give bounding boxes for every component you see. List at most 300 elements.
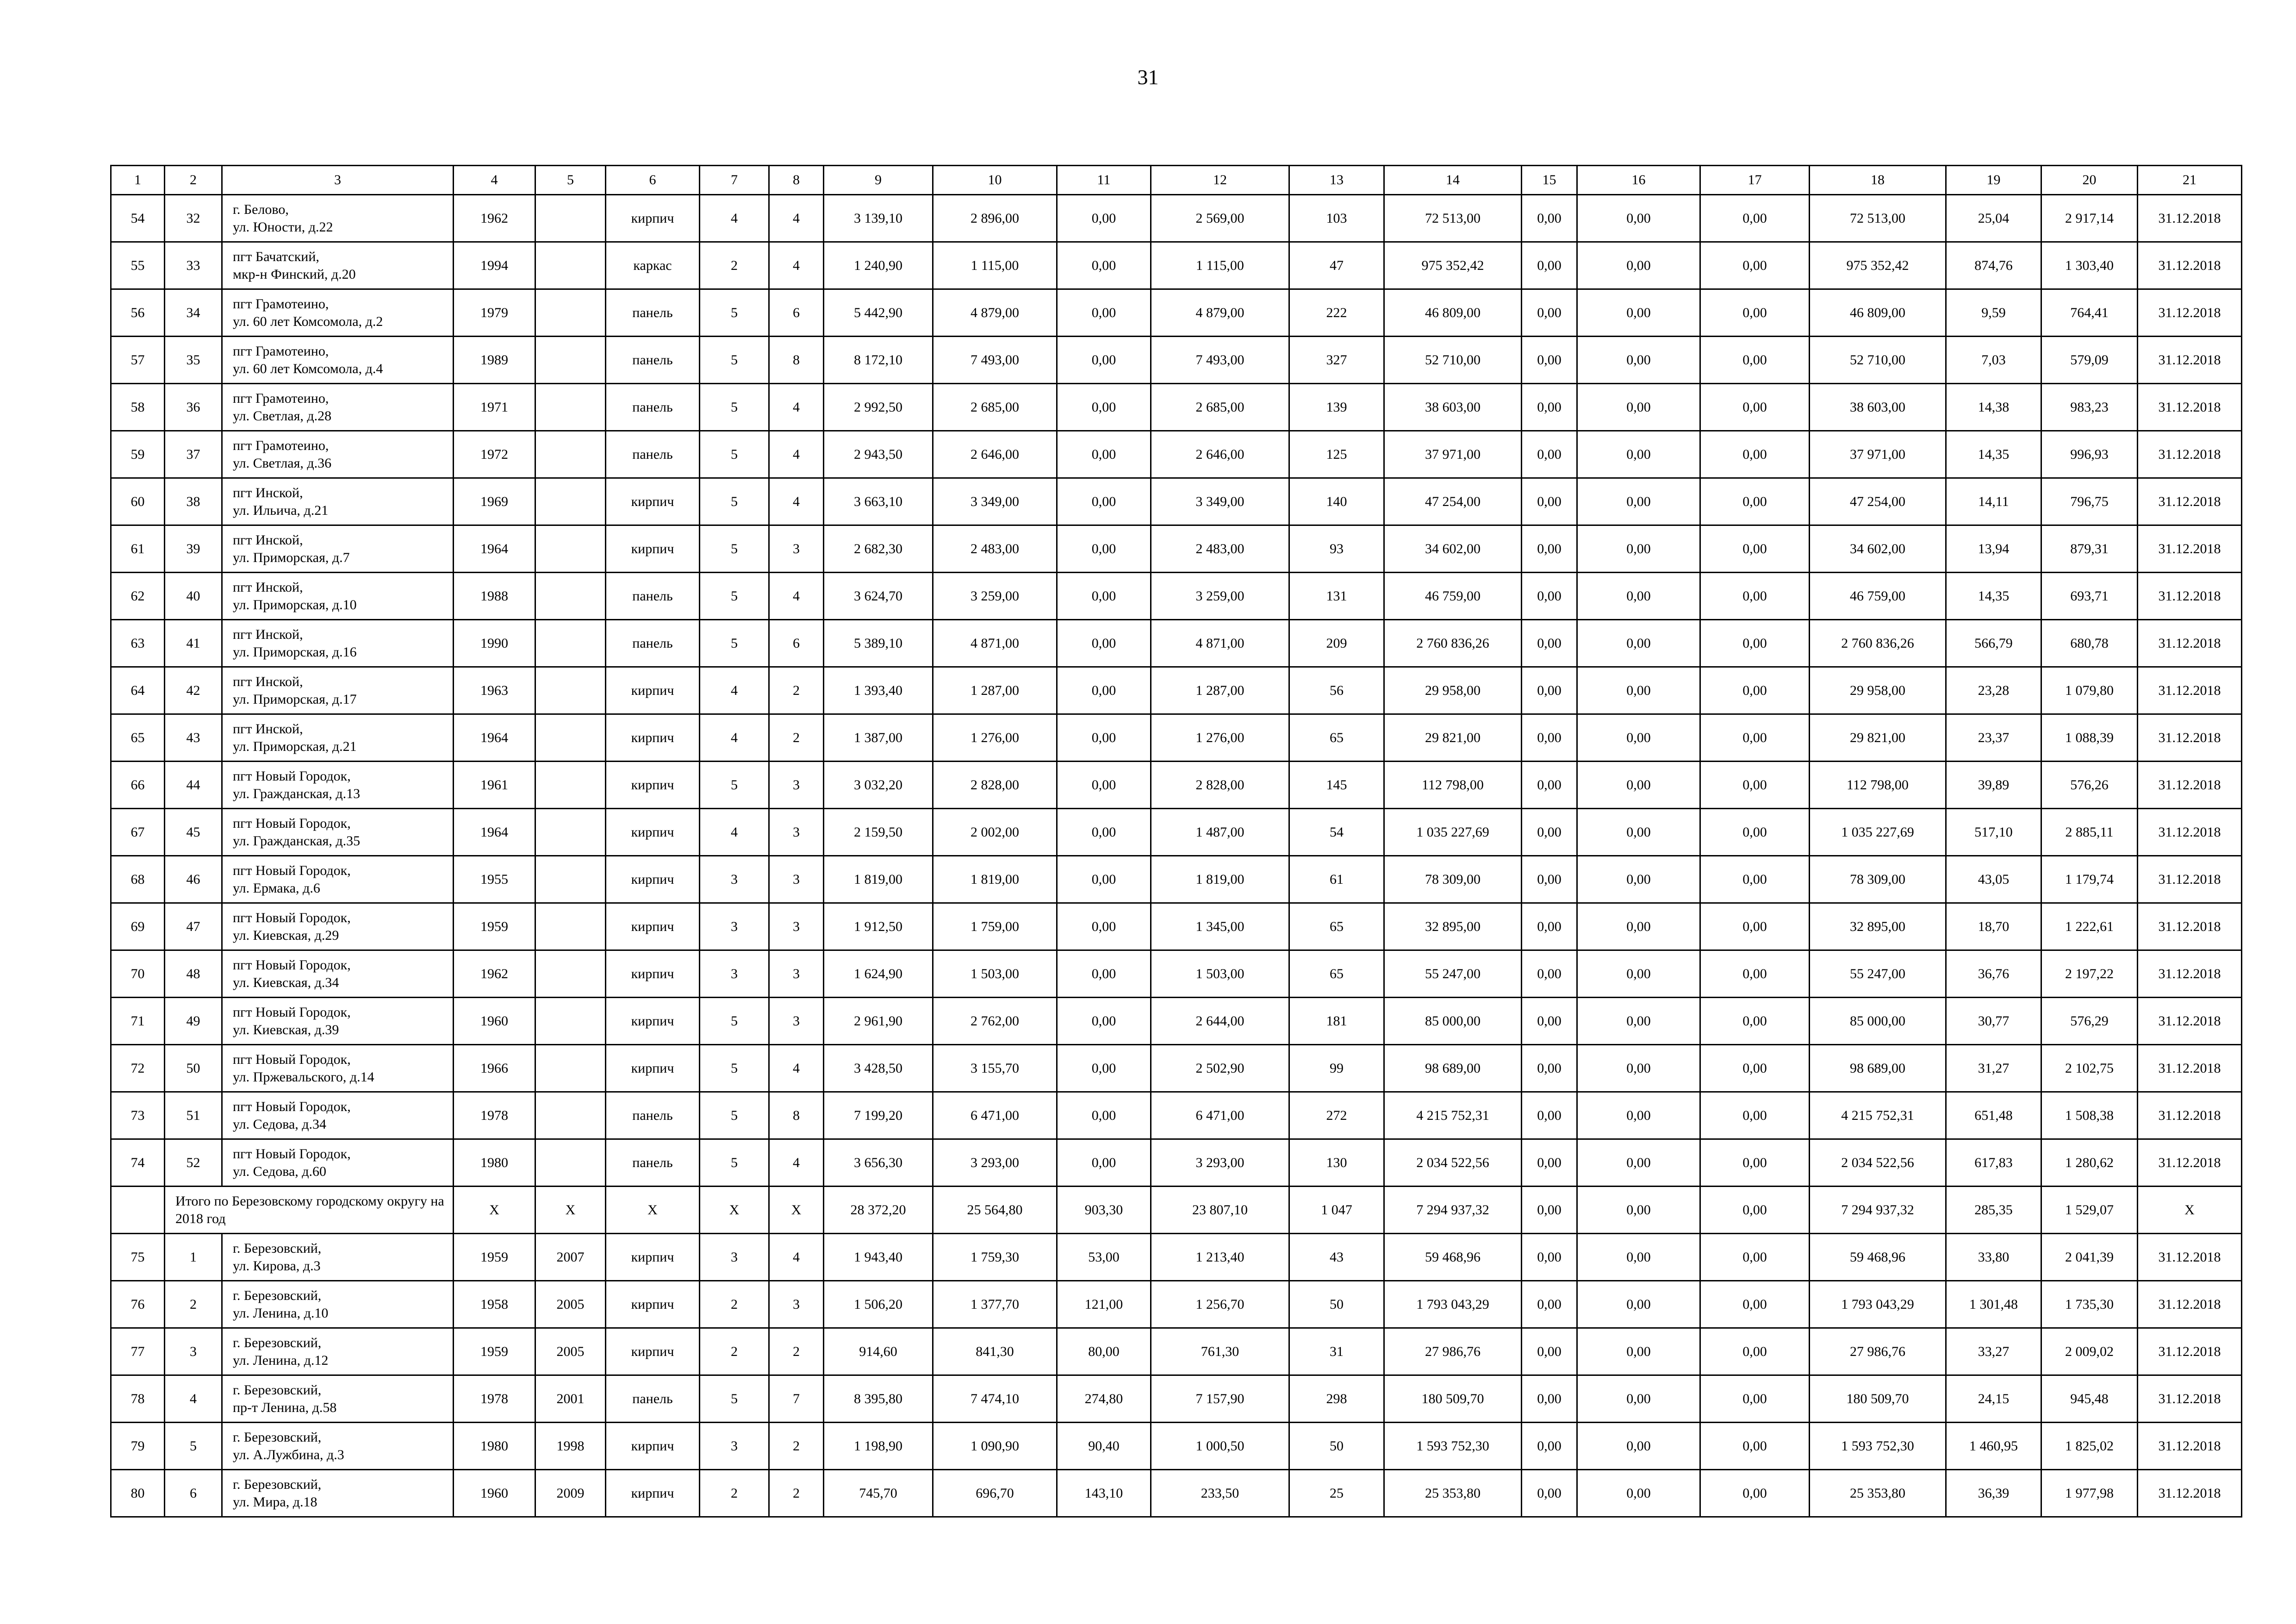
table-cell: панель [606,1139,700,1187]
table-cell: 125 [1289,431,1384,478]
address-cell: пгт Новый Городок, ул. Киевская, д.34 [222,950,454,998]
table-cell: 2 885,11 [2041,809,2138,856]
table-cell: 1955 [454,856,535,903]
total-cell: X [606,1187,700,1234]
table-cell [535,762,606,809]
address-cell: пгт Грамотеино, ул. 60 лет Комсомола, д.2 [222,289,454,337]
table-row [111,809,2242,856]
table-cell: 31 [1289,1328,1384,1375]
table-cell: 0,00 [1577,1092,1700,1139]
address-cell: пгт Грамотеино, ул. Светлая, д.28 [222,384,454,431]
table-cell: 61 [111,525,165,573]
table-cell: 39 [165,525,222,573]
table-cell: 680,78 [2041,620,2138,667]
table-cell: панель [606,384,700,431]
table-row [111,431,2242,478]
table-cell: 0,00 [1522,620,1577,667]
table-cell: 2 [700,1328,769,1375]
table-cell: 576,26 [2041,762,2138,809]
table-cell: 1 [165,1234,222,1281]
table-cell: 0,00 [1700,998,1810,1045]
table-row [111,289,2242,337]
table-cell: 35 [165,337,222,384]
table-cell: 50 [1289,1423,1384,1470]
table-cell: 112 798,00 [1810,762,1946,809]
table-cell: 1 624,90 [824,950,933,998]
table-cell: 1 377,70 [933,1281,1057,1328]
table-cell: 4 [769,195,824,242]
table-cell: 3 349,00 [1151,478,1289,525]
table-cell: 4 [165,1375,222,1423]
table-cell: 1980 [454,1423,535,1470]
table-cell: 2 682,30 [824,525,933,573]
table-cell: 72 513,00 [1810,195,1946,242]
table-cell: 2 [700,1281,769,1328]
table-cell: 0,00 [1700,1045,1810,1092]
table-cell: 65 [1289,903,1384,950]
table-cell: 3 293,00 [1151,1139,1289,1187]
table-cell: 1960 [454,998,535,1045]
table-cell: 1 222,61 [2041,903,2138,950]
table-cell: 5 389,10 [824,620,933,667]
table-cell: 0,00 [1700,856,1810,903]
table-cell: 31.12.2018 [2138,950,2242,998]
table-cell: 1 977,98 [2041,1470,2138,1517]
table-cell: 90,40 [1057,1423,1151,1470]
table-cell: 3 [769,1281,824,1328]
table-cell: 78 [111,1375,165,1423]
address-cell: пгт Инской, ул. Ильича, д.21 [222,478,454,525]
table-cell: 180 509,70 [1384,1375,1522,1423]
table-cell: 38 [165,478,222,525]
column-number: 4 [454,166,535,195]
table-cell: 0,00 [1577,1375,1700,1423]
column-number: 17 [1700,166,1810,195]
table-cell: 0,00 [1057,714,1151,762]
table-cell: 3 139,10 [824,195,933,242]
table-cell: кирпич [606,762,700,809]
column-number: 14 [1384,166,1522,195]
table-cell: панель [606,620,700,667]
table-cell: 77 [111,1328,165,1375]
table-cell: 0,00 [1522,1423,1577,1470]
table-cell: 65 [111,714,165,762]
table-cell: 3 [769,809,824,856]
column-number: 16 [1577,166,1700,195]
table-cell: 975 352,42 [1384,242,1522,289]
table-cell: 0,00 [1700,289,1810,337]
table-cell: 2 760 836,26 [1810,620,1946,667]
table-cell: 0,00 [1057,195,1151,242]
table-cell: 85 000,00 [1384,998,1522,1045]
table-cell: 3 [769,903,824,950]
table-cell: 36 [165,384,222,431]
table-cell: 60 [111,478,165,525]
table-cell [535,573,606,620]
table-cell: 696,70 [933,1470,1057,1517]
table-cell: 3 259,00 [933,573,1057,620]
table-cell: 5 442,90 [824,289,933,337]
table-cell: кирпич [606,998,700,1045]
table-cell: 983,23 [2041,384,2138,431]
table-cell: 975 352,42 [1810,242,1946,289]
table-cell: 23,28 [1946,667,2041,714]
table-cell: 4 [769,242,824,289]
table-cell: панель [606,289,700,337]
column-number: 2 [165,166,222,195]
table-cell: 43,05 [1946,856,2041,903]
table-cell: 31.12.2018 [2138,856,2242,903]
table-cell: 2 [769,1328,824,1375]
table-cell: кирпич [606,856,700,903]
table-cell: 576,29 [2041,998,2138,1045]
table-cell: 23,37 [1946,714,2041,762]
table-cell: 0,00 [1522,242,1577,289]
table-cell: 64 [111,667,165,714]
table-cell: 4 [700,195,769,242]
table-cell: 0,00 [1522,1045,1577,1092]
table-cell: 5 [700,525,769,573]
table-cell: 1959 [454,1234,535,1281]
table-cell: 4 [769,1139,824,1187]
table-cell: 1978 [454,1375,535,1423]
table-cell: 0,00 [1700,1375,1810,1423]
table-cell: 6 471,00 [1151,1092,1289,1139]
table-cell: 3 663,10 [824,478,933,525]
table-cell [535,903,606,950]
table-cell: 1 115,00 [1151,242,1289,289]
table-cell: 0,00 [1057,1045,1151,1092]
table-cell: 1989 [454,337,535,384]
table-cell [535,384,606,431]
table-cell: 2 483,00 [933,525,1057,573]
table-cell: 121,00 [1057,1281,1151,1328]
table-row [111,998,2242,1045]
table-cell: 52 [165,1139,222,1187]
table-row [111,667,2242,714]
table-cell: 75 [111,1234,165,1281]
table-cell: 1 508,38 [2041,1092,2138,1139]
table-cell: 73 [111,1092,165,1139]
table-cell: 59 468,96 [1810,1234,1946,1281]
table-cell: 80 [111,1470,165,1517]
table-cell: 1 287,00 [933,667,1057,714]
address-cell: пгт Инской, ул. Приморская, д.16 [222,620,454,667]
table-cell: 0,00 [1057,998,1151,1045]
table-cell: 31.12.2018 [2138,1423,2242,1470]
table-row [111,1139,2242,1187]
table-cell: 5 [700,573,769,620]
table-cell: 0,00 [1577,998,1700,1045]
table-cell: 31.12.2018 [2138,1281,2242,1328]
table-cell: 31.12.2018 [2138,998,2242,1045]
table-cell: 0,00 [1057,431,1151,478]
table-cell: 4 879,00 [933,289,1057,337]
table-cell: 1 035 227,69 [1384,809,1522,856]
table-cell: 1994 [454,242,535,289]
table-cell: 0,00 [1577,620,1700,667]
column-number: 19 [1946,166,2041,195]
table-cell: 18,70 [1946,903,2041,950]
table-cell: 1 213,40 [1151,1234,1289,1281]
table-cell [535,998,606,1045]
column-number: 21 [2138,166,2242,195]
table-cell: 63 [111,620,165,667]
table-cell: 45 [165,809,222,856]
table-cell: 47 254,00 [1810,478,1946,525]
table-cell: 3 [165,1328,222,1375]
table-cell: 0,00 [1522,1470,1577,1517]
table-cell: 27 986,76 [1384,1328,1522,1375]
table-cell: 0,00 [1522,431,1577,478]
table-cell: 5 [700,1092,769,1139]
table-cell: 5 [700,289,769,337]
table-cell: 34 602,00 [1810,525,1946,573]
table-cell: 1979 [454,289,535,337]
table-cell: кирпич [606,1045,700,1092]
table-cell: 65 [1289,714,1384,762]
table-cell: 47 254,00 [1384,478,1522,525]
table-cell: 764,41 [2041,289,2138,337]
table-row [111,384,2242,431]
table-cell: 31.12.2018 [2138,1045,2242,1092]
table-row [111,903,2242,950]
table-cell: 0,00 [1577,762,1700,809]
table-cell: 2007 [535,1234,606,1281]
table-cell: 50 [1289,1281,1384,1328]
table-cell: 9,59 [1946,289,2041,337]
column-number: 13 [1289,166,1384,195]
table-cell: 2 760 836,26 [1384,620,1522,667]
table-cell: кирпич [606,1281,700,1328]
table-cell: 0,00 [1522,762,1577,809]
total-cell: 7 294 937,32 [1384,1187,1522,1234]
table-cell: 6 [769,289,824,337]
table-cell: 841,30 [933,1328,1057,1375]
total-cell: 903,30 [1057,1187,1151,1234]
table-cell: 0,00 [1700,1092,1810,1139]
table-cell: 103 [1289,195,1384,242]
table-cell: 4 215 752,31 [1810,1092,1946,1139]
table-cell: 36,39 [1946,1470,2041,1517]
table-row [111,856,2242,903]
table-row [111,1470,2242,1517]
table-cell: 36,76 [1946,950,2041,998]
table-cell: 2 828,00 [933,762,1057,809]
total-cell: X [700,1187,769,1234]
table-cell: 29 821,00 [1810,714,1946,762]
table-cell: 31.12.2018 [2138,903,2242,950]
table-cell: 31.12.2018 [2138,1328,2242,1375]
table-row [111,573,2242,620]
table-body [111,166,2242,1517]
table-cell: 46 809,00 [1384,289,1522,337]
table-cell: кирпич [606,667,700,714]
table-cell: 1 079,80 [2041,667,2138,714]
table-cell [535,809,606,856]
table-cell: 2 644,00 [1151,998,1289,1045]
table-cell: 34 602,00 [1384,525,1522,573]
address-cell: пгт Грамотеино, ул. Светлая, д.36 [222,431,454,478]
address-cell: г. Березовский, ул. Мира, д.18 [222,1470,454,1517]
table-cell: 2 [165,1281,222,1328]
column-number: 3 [222,166,454,195]
table-cell: 42 [165,667,222,714]
table-cell: 31.12.2018 [2138,1375,2242,1423]
table-cell: 40 [165,573,222,620]
address-cell: г. Березовский, пр-т Ленина, д.58 [222,1375,454,1423]
table-cell: 693,71 [2041,573,2138,620]
table-cell: 0,00 [1700,1423,1810,1470]
table-cell: 2 034 522,56 [1810,1139,1946,1187]
table-cell: 4 [700,809,769,856]
total-cell: X [535,1187,606,1234]
table-cell: 0,00 [1522,998,1577,1045]
table-cell: 99 [1289,1045,1384,1092]
table-cell: 56 [1289,667,1384,714]
address-cell: пгт Инской, ул. Приморская, д.17 [222,667,454,714]
table-cell: 38 603,00 [1384,384,1522,431]
table-cell: 796,75 [2041,478,2138,525]
table-cell: 72 513,00 [1384,195,1522,242]
table-cell: 1959 [454,1328,535,1375]
table-cell: панель [606,573,700,620]
table-cell: 0,00 [1057,1092,1151,1139]
table-cell: 5 [700,337,769,384]
table-cell [535,242,606,289]
table-cell: 27 986,76 [1810,1328,1946,1375]
total-cell: 285,35 [1946,1187,2041,1234]
table-cell: 1 759,30 [933,1234,1057,1281]
table-cell: 1 090,90 [933,1423,1057,1470]
total-cell: 28 372,20 [824,1187,933,1234]
table-cell: 55 [111,242,165,289]
table-cell: 14,35 [1946,573,2041,620]
table-cell [535,478,606,525]
table-cell: 272 [1289,1092,1384,1139]
table-cell: 33,80 [1946,1234,2041,1281]
table-cell: 6 471,00 [933,1092,1057,1139]
table-cell: 3 [769,950,824,998]
table-cell: 0,00 [1522,856,1577,903]
table-cell: 145 [1289,762,1384,809]
column-number: 12 [1151,166,1289,195]
table-cell: 32 [165,195,222,242]
table-row [111,714,2242,762]
table-cell: 0,00 [1577,1281,1700,1328]
table-cell: 131 [1289,573,1384,620]
table-cell: кирпич [606,950,700,998]
table-cell: 0,00 [1577,1234,1700,1281]
table-cell: 1990 [454,620,535,667]
table-cell: 4 871,00 [933,620,1057,667]
table-cell: 617,83 [1946,1139,2041,1187]
table-cell: 0,00 [1700,525,1810,573]
table-row [111,1281,2242,1328]
table-cell: кирпич [606,809,700,856]
table-row [111,620,2242,667]
column-number: 20 [2041,166,2138,195]
table-cell: 2 569,00 [1151,195,1289,242]
table-cell: 0,00 [1700,714,1810,762]
table-row [111,525,2242,573]
table-cell: 41 [165,620,222,667]
table-cell: 0,00 [1522,714,1577,762]
table-cell: 327 [1289,337,1384,384]
table-cell: 0,00 [1577,289,1700,337]
table-cell: 25 353,80 [1384,1470,1522,1517]
table-cell: 1971 [454,384,535,431]
table-cell: 0,00 [1700,573,1810,620]
table-cell: 43 [165,714,222,762]
table-cell: 55 247,00 [1810,950,1946,998]
table-cell: 1 759,00 [933,903,1057,950]
table-cell: 209 [1289,620,1384,667]
table-cell: 2 917,14 [2041,195,2138,242]
column-number: 15 [1522,166,1577,195]
table-cell: 8 [769,1092,824,1139]
table-cell: 5 [700,431,769,478]
table-cell: 0,00 [1057,525,1151,573]
table-cell: 31.12.2018 [2138,620,2242,667]
table-cell: 68 [111,856,165,903]
table-cell: 2 034 522,56 [1384,1139,1522,1187]
table-cell: 0,00 [1577,525,1700,573]
table-cell: 0,00 [1577,714,1700,762]
table-cell: 1 793 043,29 [1810,1281,1946,1328]
table-cell: 1 912,50 [824,903,933,950]
table-cell: 1 287,00 [1151,667,1289,714]
table-cell: 0,00 [1700,620,1810,667]
table-cell: 222 [1289,289,1384,337]
table-cell: 34 [165,289,222,337]
table-cell: 59 [111,431,165,478]
table-cell: 46 759,00 [1384,573,1522,620]
table-cell: 0,00 [1577,431,1700,478]
table-cell: 2 896,00 [933,195,1057,242]
table-cell: 32 895,00 [1384,903,1522,950]
table-cell: 14,35 [1946,431,2041,478]
total-cell: 1 529,07 [2041,1187,2138,1234]
table-cell: 2 159,50 [824,809,933,856]
table-cell: 31.12.2018 [2138,1092,2242,1139]
table-cell: 2 961,90 [824,998,933,1045]
table-cell: 0,00 [1522,950,1577,998]
table-cell: 1 943,40 [824,1234,933,1281]
table-cell: 2 197,22 [2041,950,2138,998]
address-cell: пгт Грамотеино, ул. 60 лет Комсомола, д.4 [222,337,454,384]
table-cell: 4 [769,384,824,431]
table-cell: 46 809,00 [1810,289,1946,337]
table-cell: 37 971,00 [1810,431,1946,478]
total-label: Итого по Березовскому городскому округу на 2018 год [165,1187,454,1234]
table-cell: кирпич [606,478,700,525]
address-cell: г. Березовский, ул. Ленина, д.12 [222,1328,454,1375]
table-cell: 0,00 [1522,1139,1577,1187]
table-cell: 25 [1289,1470,1384,1517]
table-row [111,1092,2242,1139]
table-cell: 0,00 [1057,856,1151,903]
table-cell: 745,70 [824,1470,933,1517]
table-cell: 0,00 [1057,809,1151,856]
table-cell: 1 825,02 [2041,1423,2138,1470]
table-cell: 579,09 [2041,337,2138,384]
total-cell: 0,00 [1700,1187,1810,1234]
table-cell: 2 483,00 [1151,525,1289,573]
table-cell: 7 199,20 [824,1092,933,1139]
table-cell: 3 [700,856,769,903]
table-cell: 4 [700,714,769,762]
